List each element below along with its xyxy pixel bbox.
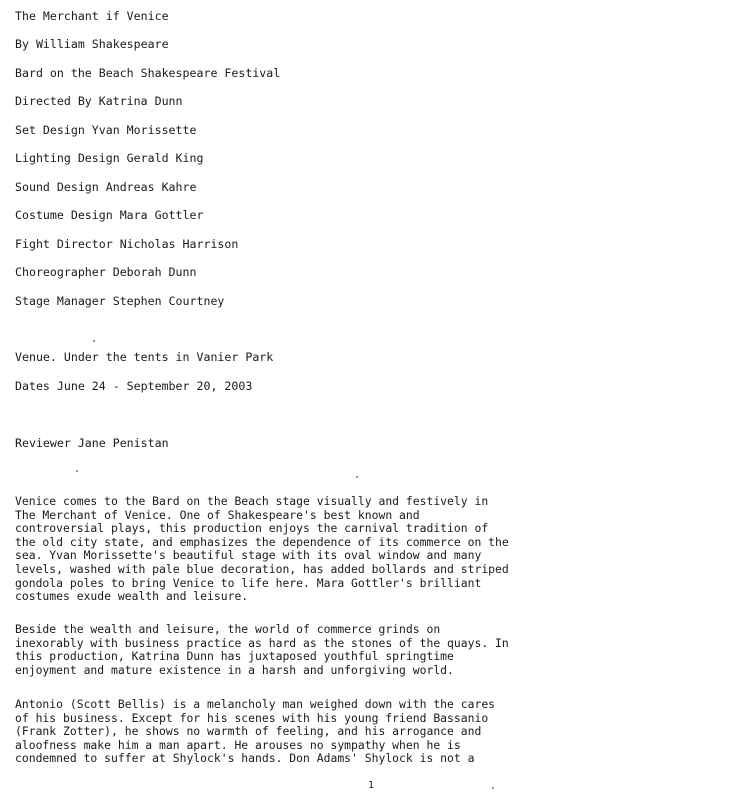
paragraph-line: aloofness make him a man apart. He arouses no sympathy when he is	[15, 737, 461, 752]
review-paragraph-3	[15, 698, 735, 766]
venue-line: Venue. Under the tents in Vanier Park	[15, 350, 274, 364]
paragraph-line: of his business. Except for his scenes with his young friend Bassanio	[15, 710, 489, 725]
paragraph-line: this production, Katrina Dunn has juxtaposed youthful springtime	[15, 649, 454, 664]
set-design-credit: Set Design Yvan Morissette	[15, 123, 197, 137]
stage-manager-credit: Stage Manager Stephen Courtney	[15, 294, 225, 308]
paragraph-line: Antonio (Scott Bellis) is a melancholy man weighed down with the cares	[15, 697, 496, 711]
scan-speck	[356, 476, 358, 478]
scan-speck	[93, 340, 95, 342]
dates-line: Dates June 24 - September 20, 2003	[15, 379, 253, 393]
scan-speck	[76, 470, 78, 472]
paragraph-line: enjoyment and mature existence in a harsh and unforgiving world.	[15, 662, 454, 677]
fight-credit: Fight Director Nicholas Harrison	[15, 237, 239, 251]
director-credit: Directed By Katrina Dunn	[15, 94, 183, 108]
review-paragraph-1	[15, 495, 735, 604]
review-paragraph-2	[15, 623, 735, 677]
choreographer-credit: Choreographer Deborah Dunn	[15, 265, 197, 279]
paragraph-line: Beside the wealth and leisure, the world of commerce grinds on	[15, 622, 441, 636]
paragraph-line: (Frank Zotter), he shows no warmth of feeling, and his arrogance and	[15, 724, 482, 739]
costume-credit: Costume Design Mara Gottler	[15, 208, 204, 222]
scan-speck	[492, 787, 494, 789]
author-credit: By William Shakespeare	[15, 37, 169, 51]
paragraph-line: inexorably with business practice as hard as the stones of the quays. In	[15, 635, 509, 650]
paragraph-line: sea. Yvan Morissette's beautiful stage with its oval window and many	[15, 548, 482, 563]
paragraph-line: controversial plays, this production enjoys the carnival tradition of	[15, 521, 489, 536]
sound-credit: Sound Design Andreas Kahre	[15, 180, 197, 194]
festival-credit: Bard on the Beach Shakespeare Festival	[15, 66, 281, 80]
play-title: The Merchant if Venice	[15, 9, 169, 23]
paragraph-line: The Merchant of Venice. One of Shakespeare's best known and	[15, 507, 420, 522]
paragraph-line: the old city state, and emphasizes the dependence of its commerce on the	[15, 534, 509, 549]
paragraph-line: costumes exude wealth and leisure.	[15, 589, 249, 604]
paragraph-line: Venice comes to the Bard on the Beach stage visually and festively in	[15, 494, 489, 508]
paragraph-line: condemned to suffer at Shylock's hands. Don Adams' Shylock is not a	[15, 751, 475, 766]
reviewer-line: Reviewer Jane Penistan	[15, 436, 169, 450]
paragraph-line: levels, washed with pale blue decoration, has added bollards and striped	[15, 561, 509, 576]
paragraph-line: gondola poles to bring Venice to life here. Mara Gottler's brilliant	[15, 575, 482, 590]
lighting-credit: Lighting Design Gerald King	[15, 151, 204, 165]
page-number: 1	[368, 780, 375, 791]
